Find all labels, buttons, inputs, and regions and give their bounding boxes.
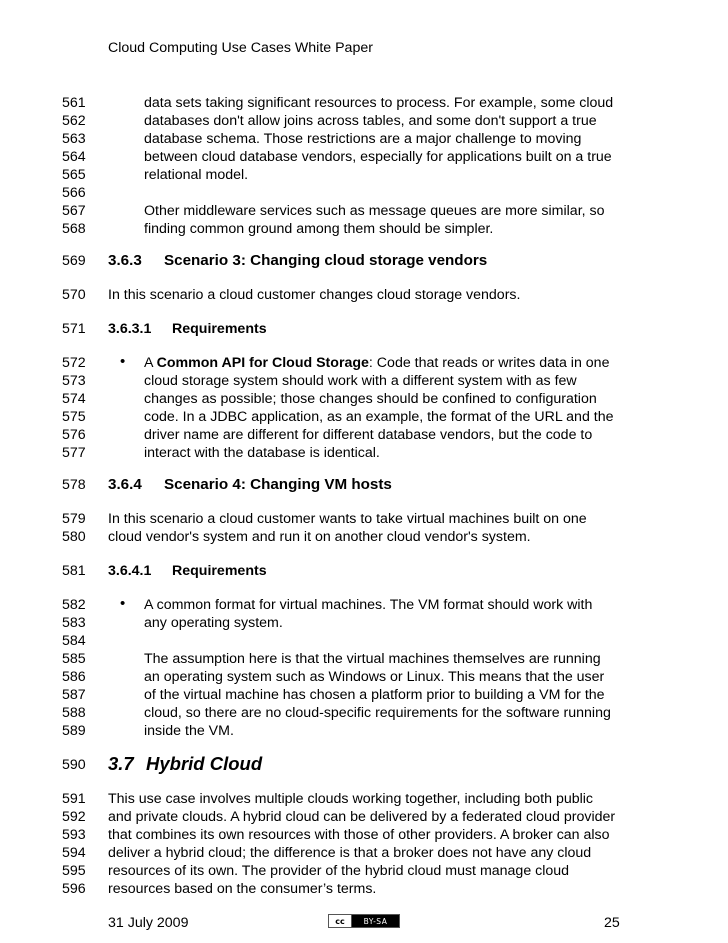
body-text: that combines its own resources with those of other providers. A broker can also [108,827,610,843]
line-number: 563 [62,131,86,147]
body-text: between cloud database vendors, especially for applications built on a true [144,149,612,165]
section-number: 3.6.3 [108,252,142,269]
line-number: 562 [62,113,86,129]
line-number: 586 [62,669,86,685]
line-number: 583 [62,615,86,631]
page-number: 25 [604,915,620,931]
body-text: relational model. [144,167,249,183]
line-number: 577 [62,445,86,461]
line-number: 587 [62,687,86,703]
bullet-rest: : Code that reads or writes data in one [368,355,610,371]
line-number: 566 [62,185,86,201]
line-number: 592 [62,809,86,825]
body-text: and private clouds. A hybrid cloud can be delivered by a federated cloud provider [108,809,616,825]
line-number: 596 [62,881,86,897]
body-text: database schema. Those restrictions are a major challenge to moving [144,131,582,147]
body-text: data sets taking significant resources to process. For example, some cloud [144,95,614,111]
body-text: of the virtual machine has chosen a platform prior to building a VM for the [144,687,605,703]
body-text: deliver a hybrid cloud; the difference is that a broker does not have any cloud [108,845,592,861]
line-number: 564 [62,149,86,165]
cc-icon: cc [329,915,352,927]
body-text: an operating system such as Windows or Linux. This means that the user [144,669,605,685]
body-text: In this scenario a cloud customer wants to take virtual machines built on one [108,511,587,527]
bullet-text: A common format for virtual machines. The VM format should work with [144,597,593,613]
section-heading: Scenario 3: Changing cloud storage vendors [164,252,488,269]
bullet-text [144,355,609,371]
line-number: 593 [62,827,86,843]
line-number: 576 [62,427,86,443]
subsection-heading: Requirements [172,321,267,337]
body-text: resources of its own. The provider of the hybrid cloud must manage cloud [108,863,570,879]
body-text: cloud, so there are no cloud-specific requirements for the software running [144,705,611,721]
section-heading: Hybrid Cloud [146,753,263,774]
line-number: 565 [62,167,86,183]
line-number: 579 [62,511,86,527]
line-number: 573 [62,373,86,389]
body-text: This use case involves multiple clouds working together, including both public [108,791,594,807]
body-text: changes as possible; those changes should be confined to configuration [144,391,597,407]
body-text: inside the VM. [144,723,234,739]
subsection-number: 3.6.4.1 [108,563,152,579]
body-text: code. In a JDBC application, as an example, the format of the URL and the [144,409,614,425]
body-text: databases don't allow joins across tables, and some don't support a true [144,113,597,129]
line-number: 569 [62,253,86,269]
body-text: driver name are different for different database vendors, but the code to [144,427,593,443]
line-number: 581 [62,563,86,579]
line-number: 589 [62,723,86,739]
section-number: 3.6.4 [108,476,142,493]
body-text: resources based on the consumer’s terms. [108,881,377,897]
body-text: Other middleware services such as message queues are more similar, so [144,203,605,219]
line-number: 584 [62,633,86,649]
section-heading: Scenario 4: Changing VM hosts [164,476,392,493]
line-number: 594 [62,845,86,861]
body-text: finding common ground among them should be simpler. [144,221,494,237]
body-text: cloud storage system should work with a different system with as few [144,373,577,389]
footer-date: 31 July 2009 [108,915,189,931]
line-number: 574 [62,391,86,407]
line-number: 595 [62,863,86,879]
line-number: 588 [62,705,86,721]
line-number: 570 [62,287,86,303]
line-number: 561 [62,95,86,111]
line-number: 591 [62,791,86,807]
line-number: 567 [62,203,86,219]
body-text: The assumption here is that the virtual machines themselves are running [144,651,601,667]
line-number: 578 [62,477,86,493]
line-number: 571 [62,321,86,337]
line-number: 580 [62,529,86,545]
bullet-lead: A [144,355,157,371]
body-text: any operating system. [144,615,283,631]
bullet-icon: • [120,595,126,612]
body-text: interact with the database is identical. [144,445,380,461]
line-number: 575 [62,409,86,425]
line-number: 590 [62,757,86,773]
line-number: 572 [62,355,86,371]
section-number: 3.7 [108,753,134,774]
cc-license-badge [328,914,400,928]
line-number: 585 [62,651,86,667]
bullet-bold-term: Common API for Cloud Storage [156,355,369,371]
license-label: BY-SA [352,915,399,927]
bullet-icon: • [120,353,126,370]
page-header: Cloud Computing Use Cases White Paper [108,40,373,56]
body-text: In this scenario a cloud customer changes cloud storage vendors. [108,287,521,303]
line-number: 582 [62,597,86,613]
line-number: 568 [62,221,86,237]
body-text: cloud vendor's system and run it on another cloud vendor's system. [108,529,531,545]
subsection-heading: Requirements [172,563,267,579]
subsection-number: 3.6.3.1 [108,321,152,337]
